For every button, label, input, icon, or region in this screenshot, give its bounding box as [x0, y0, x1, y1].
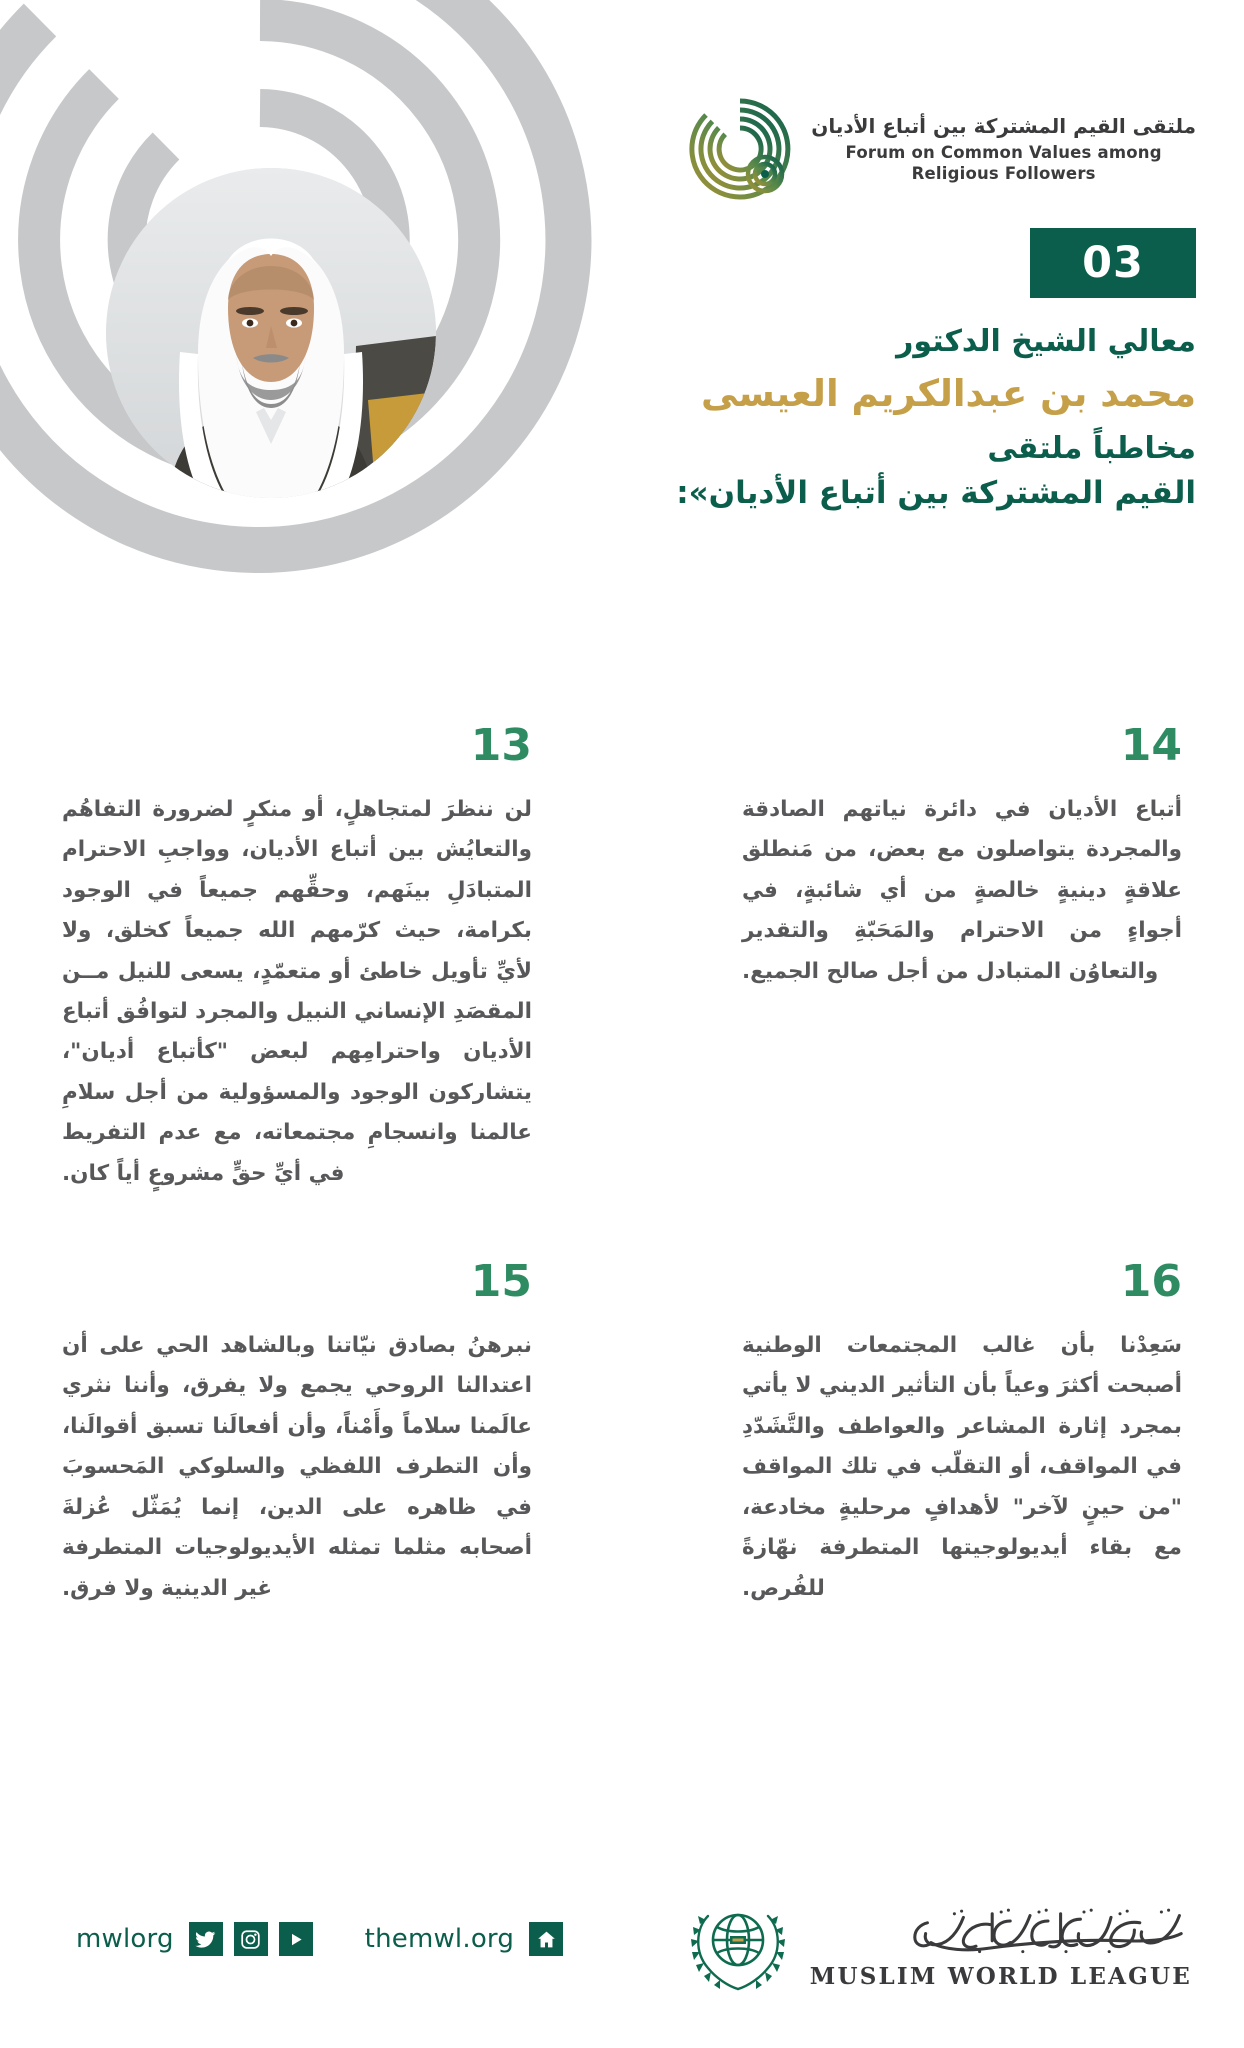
- website-url: themwl.org: [364, 1924, 515, 1954]
- quote-text: أتباع الأديان في دائرة نياتهم الصادقة والمجردة يتواصلون مع بعض، من مَنطلق علاقةٍ دينيةٍ خالصةٍ من أي شائبةٍ، في أجواءٍ من الاحترام والمَحَبّةِ والتقدير والتعاوُن المتبادل من أجل صالح الجميع.: [742, 797, 1182, 984]
- quote-text: لن ننظرَ لمتجاهلٍ، أو منكرٍ لضرورة التفاهُم والتعايُش بين أتباع الأديان، وواجبِ الاحترام المتبادَلِ بينَهم، وحقِّهم جميعاً في الوجود بكرامة، حيث كرّمهم الله جميعاً كخلق، ولا لأيِّ تأويل خاطئ أو متعمّدٍ، يسعى للنيل مــن المقصَدِ الإنساني النبيل والمجرد لتوافُق أتباع الأديان واحترامِهم لبعض "كأتباع أديان"، يتشاركون الوجود والمسؤولية من أجل سلامِ عالمنا وانسجامِ مجتمعاته، مع عدم التفريط في أيِّ حقٍّ مشروعٍ أياً كان.: [62, 797, 532, 1186]
- quote-text: سَعِدْنا بأن غالب المجتمعات الوطنية أصبحت أكثرَ وعياً بأن التأثير الديني لا يأتي بمجرد إثارة المشاعر والعواطف والتَّشَدّدِ في المواقف، أو التقلّب في تلك المواقف "من حينٍ لآخر" لأهدافٍ مرحليةٍ مخادعة، مع بقاء أيديولوجيتها المتطرفة نهّازةً للفُرص.: [742, 1333, 1182, 1601]
- quotes-row-bottom: [0, 1256, 1244, 1609]
- quote-text: نبرهنُ بصادق نيّاتنا وبالشاهد الحي على أن اعتدالنا الروحي يجمع ولا يفرق، وأننا نثري عالَمنا سلاماً وأَمْناً، وأن أفعالَنا تسبق أقوالَنا، وأن التطرف اللفظي والسلوكي المَحسوبَ في ظاهره على الدين، إنما يُمَثّل عُزلةَ أصحابه مثلما تمثله الأيديولوجيات المتطرفة غير الدينية ولا فرق.: [62, 1333, 532, 1601]
- forum-name-english-line1: Forum on Common Values among: [845, 143, 1162, 163]
- twitter-icon[interactable]: [189, 1922, 223, 1956]
- quotes-row-top: [0, 720, 1244, 1194]
- muslim-world-league-logo: [686, 1894, 1192, 1998]
- quote-card-16: [742, 1256, 1182, 1609]
- mwl-logo-text: [810, 1903, 1192, 1990]
- forum-brand-text: [811, 114, 1196, 185]
- quote-card-14: [742, 720, 1182, 1194]
- quotes-grid: [0, 720, 1244, 1609]
- issue-number-badge: [1030, 228, 1196, 298]
- quote-card-13: [62, 720, 532, 1194]
- speaker-portrait: [106, 168, 436, 498]
- mwl-name-arabic-calligraphy: [810, 1903, 1192, 1957]
- quote-card-15: [62, 1256, 532, 1609]
- speaker-title-block: [616, 320, 1196, 515]
- speaker-name: محمد بن عبدالكريم العيسى: [700, 371, 1196, 415]
- forum-name-arabic: ملتقى القيم المشتركة بين أتباع الأديان: [811, 113, 1196, 138]
- quote-number: 13: [470, 720, 532, 771]
- quote-number: 15: [470, 1256, 532, 1308]
- issue-number-value: 03: [1082, 238, 1144, 288]
- quote-number: 16: [1120, 1256, 1182, 1308]
- social-handle: mwlorg: [76, 1924, 174, 1954]
- globe-wreath-emblem-icon: [686, 1894, 790, 1998]
- concentric-rings-logo-icon: [687, 96, 793, 202]
- instagram-icon[interactable]: [234, 1922, 268, 1956]
- mwl-name-english: MUSLIM WORLD LEAGUE: [809, 1962, 1192, 1990]
- social-links: [76, 1922, 563, 1956]
- youtube-icon[interactable]: [279, 1922, 313, 1956]
- quote-number: 14: [1120, 720, 1182, 771]
- page-footer: [0, 1848, 1244, 2048]
- speech-context-line2: القيم المشتركة بين أتباع الأديان»:: [676, 474, 1196, 511]
- home-icon[interactable]: [529, 1922, 563, 1956]
- forum-brand-header: [687, 96, 1196, 202]
- speech-context-line1: مخاطباً ملتقى: [987, 431, 1196, 466]
- speaker-honorific: معالي الشيخ الدكتور: [896, 324, 1196, 359]
- forum-name-english-line2: Religious Followers: [911, 164, 1096, 184]
